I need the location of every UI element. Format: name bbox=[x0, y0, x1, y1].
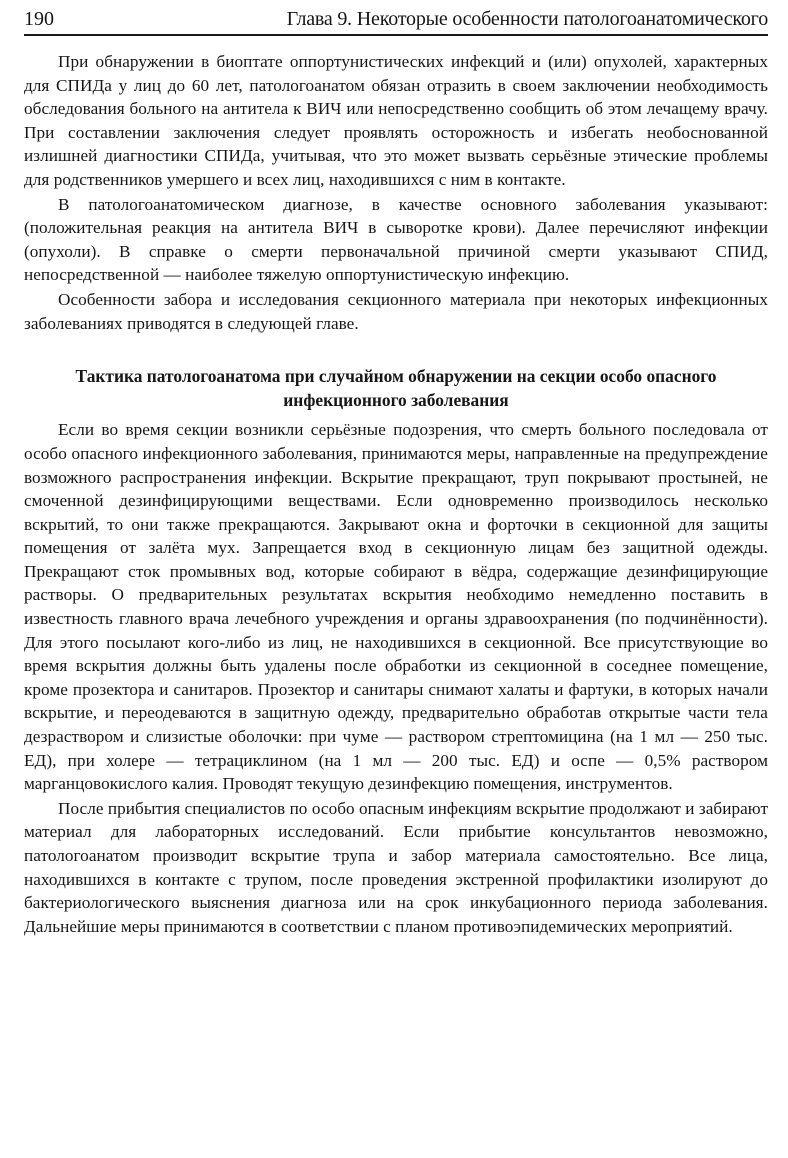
paragraph-autopsy-measures: Если во время секции возникли серьёзные подозрения, что смерть больного последовала от особо опасного инфекционного заболевания, принимаются меры, направленные на предупреждение возможного распространения инфекции. Вскрытие прекращают, труп покрывают простыней, не смоченной дезинфицирующими веществами. Если одновременно производилось несколько вскрытий, то они также прекращаются. Закрывают окна и форточки в секционной для защиты помещения от залёта мух. Запрещается вход в секционную лицам без защитной одежды. Прекращают сток промывных вод, которые собирают в вёдра, содержащие дезинфицирующие растворы. О предварительных результатах вскрытия необходимо немедленно поставить в известность главного врача лечебного учреждения и органы здравоохранения (по подчинённости). Для этого посылают кого-либо из лиц, не находившихся в секционной. Все присутствующие во время вскрытия должны быть удалены после обработки из секционной в соседнее помещение, кроме прозектора и санитаров. Прозектор и санитары снимают халаты и фартуки, в которых начали вскрытие, и переодеваются в защитную одежду, предварительно обработав открытые части тела дезраствором и слизистые оболочки: при чуме — раствором стрептомицина (на 1 мл — 250 тыс. ЕД), при холере — тетрациклином (на 1 мл — 200 тыс. ЕД) и оспе — 0,5% раствором марганцовокислого калия. Проводят текущую дезинфекцию помещения, инструментов. bbox=[24, 420, 768, 794]
chapter-title: Глава 9. Некоторые особенности патологоанатомического bbox=[286, 8, 768, 30]
section-heading: Тактика патологоанатома при случайном обнаружении на секции особо опасного инфекционного заболевания bbox=[75, 366, 717, 410]
running-header bbox=[24, 6, 768, 36]
paragraph-next-chapter: Особенности забора и исследования секционного материала при некоторых инфекционных заболеваниях приводятся в следующей главе. bbox=[24, 289, 768, 333]
book-page bbox=[24, 6, 768, 938]
paragraph-hiv-biopsy: При обнаружении в биоптате оппортунистических инфекций и (или) опухолей, характерных для СПИДа у лиц до 60 лет, патологоанатом обязан отразить в своем заключении необходимость обследования больного на антитела к ВИЧ или непосредственно сообщить об этом лечащему врачу. При составлении заключения следует проявлять осторожность и избегать необоснованной излишней диагностики СПИДа, учитывая, что это может вызвать серьёзные этические проблемы для родственников умершего и всех лиц, находившихся с ним в контакте. bbox=[24, 52, 768, 189]
paragraph-diagnosis: В патологоанатомическом диагнозе, в качестве основного заболевания указывают: (положительная реакция на антитела ВИЧ в сыворотке крови). Далее перечисляют инфекции (опухоли). В справке о смерти первоначальной причиной смерти указывают СПИД, непосредственной — наиболее тяжелую оппортунистическую инфекцию. bbox=[24, 194, 768, 285]
paragraph-specialists: После прибытия специалистов по особо опасным инфекциям вскрытие продолжают и забирают материал для лабораторных исследований. Если прибытие консультантов невозможно, патологоанатом производит вскрытие трупа и забор материала самостоятельно. Все лица, находившихся в контакте с трупом, после проведения экстренной профилактики изолируют до бактериологического выяснения диагноза или на срок инкубационного периода заболевания. Дальнейшие меры принимаются в соответствии с планом противоэпидемических мероприятий. bbox=[24, 798, 768, 936]
page-number: 190 bbox=[24, 8, 54, 30]
page-body bbox=[24, 50, 768, 938]
